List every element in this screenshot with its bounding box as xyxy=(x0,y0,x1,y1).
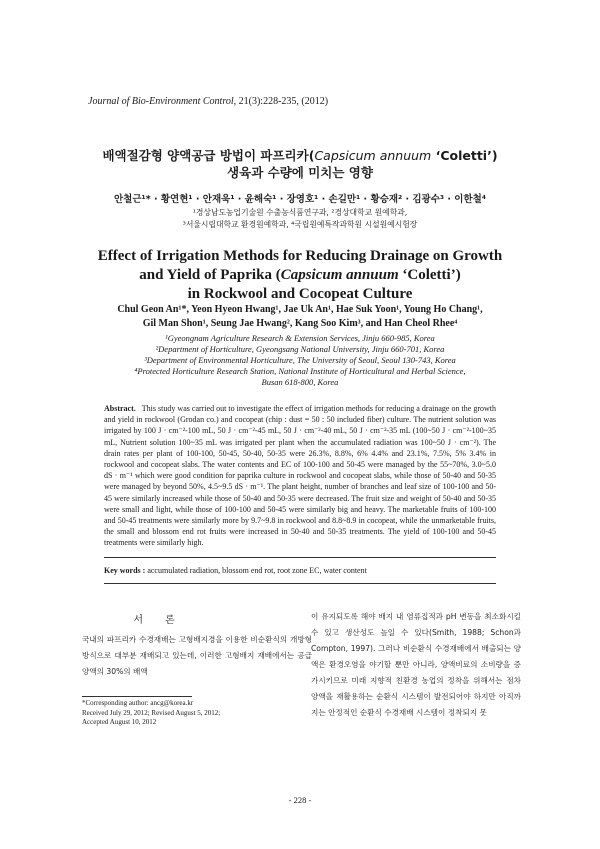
received-dates: Received July 29, 2012; Revised August 5, 2012; xyxy=(82,708,221,717)
keywords xyxy=(104,565,496,576)
english-title-line-1: Effect of Irrigation Methods for Reducing Drainage on Growth xyxy=(97,248,503,264)
english-affiliation-4-city: Busan 618-800, Korea xyxy=(261,377,339,387)
keywords-text: accumulated radiation, blossom end rot, root zone EC, water content xyxy=(145,566,367,575)
body-left-column: 국내의 파프리카 수경재배는 고형배지경을 이용한 비순환식의 개방형 방식으로 대부분 재배되고 있는데, 이러한 고형배지 재배에서는 공급 양액의 30%의 배액 xyxy=(82,635,312,676)
section-title: 서론 xyxy=(133,615,197,626)
english-authors-line-1: Chul Geon An¹*, Yeon Hyeon Hwang¹, Jae Uk An¹, Hae Suk Yoon¹, Young Ho Chang¹, xyxy=(117,304,483,315)
korean-title-line-2: 생육과 수량에 미치는 영향 xyxy=(227,165,373,180)
corresponding-author: *Corresponding author: ancg@korea.kr xyxy=(82,699,194,707)
journal-name: Journal of Bio-Environment Control, xyxy=(88,96,237,107)
english-affiliation-3: ³Department of Environmental Horticulture, The University of Seoul, Seoul 130-743, Korea xyxy=(144,355,456,365)
english-affiliation-1: ¹Gyeongnam Agriculture Research & Extension Services, Jinju 660-985, Korea xyxy=(165,333,435,343)
korean-affiliation-line-2: ³서울시립대학교 환경원예학과, ⁴국립원예특작과학원 시설원예시험장 xyxy=(182,220,418,229)
abstract xyxy=(104,403,496,549)
keywords-bottom-rule xyxy=(104,583,496,584)
korean-affiliation-line-1: ¹경상남도농업기술원 수출농식품연구과, ²경상대학교 원예학과, xyxy=(192,208,408,217)
page-number: - 228 - xyxy=(288,795,312,805)
body-right-column: 이 유지되도록 해야 배지 내 염류집적과 pH 변동을 최소화시킬 수 있고 생산성도 높일 수 있다(Smith, 1988; Schon과 Compton, 1997). 그러나 비순환식 수경재배에서 배출되는 양액은 환경오염을 야기할 뿐만 아니라, 양액비료의 소비량을 증가시키므로 미래 지향적 친환경 농업의 정착을 위해서는 점차 양액을 재활용하는 순환식 시스템이 발전되어야 하지만 아직까지는 안정적인 순환식 수경재배 시스템이 정착되지 못 xyxy=(311,612,521,717)
footnote-rule xyxy=(82,696,192,697)
keywords-top-rule xyxy=(104,557,496,558)
abstract-text: This study was carried out to investigate the effect of irrigation methods for reducing a drainage on the growth and yield in rockwool (Grodan co.) and cocopeat (chip : dust = 50 : 50 included fiber) culture. The nutrient solution was irrigated by 100 J · cm⁻²-100 mL, 50 J · cm⁻²-45 mL, 50 J · cm⁻²-40 mL, 50 J · cm⁻²-35 mL (100~50 J · cm⁻²-100~35 mL, Nutrient solution 100~35 mL was irrigated per plant when the accumulated radiation was 100~50 J · cm⁻²). The drain rates per plant of 100-100, 50-45, 50-40, 50-35 were 26.3%, 8.8%, 6% 4.4% and 23.1%, 7.5%, 5% 3.4% in rockwool and cocopeat slabs. The water contents and EC of 100-100 and 50-45 were managed by the 55~70%, 3.0~5.0 dS · m⁻¹ which were good condition for paprika culture in rockwool and cocopeat slabs, while those of 50-40 and 50-35 were managed by beyond 50%, 4.5~9.5 dS · m⁻¹. The plant height, number of branches and leaf size of 100-100 and 50-45 were similarly increased while those of 50-40 and 50-35 were decreased. The fruit size and weight of 50-40 and 50-35 were small and light, while those of 100-100 and 50-45 were similarly big and heavy. The marketable fruits of 100-100 and 50-45 treatments were similarly more by 9.7~9.8 in rockwool and 8.8~8.9 in cocopeat, while the unmarketable fruits, the small and blossom end rot fruits were increased in 50-40 and 50-35 treatments. The yield of 100-100 and 50-45 treatments were similarly high. xyxy=(104,404,496,548)
english-affiliation-4: ⁴Protected Horticulture Research Station, National Institute of Horticultural and Herbal Science, xyxy=(134,366,466,376)
english-authors-line-2: Gil Man Shon¹, Seung Jae Hwang², Kang Soo Kim³, and Han Cheol Rhee⁴ xyxy=(142,318,458,329)
footnote xyxy=(82,699,282,728)
abstract-label: Abstract. xyxy=(104,404,136,413)
korean-authors: 안철근¹* · 황연현¹ · 안재욱¹ · 윤해숙¹ · 장영호¹ · 손길만¹ · 황승재² · 김광수³ · 이한철⁴ xyxy=(114,194,486,205)
english-affiliation-2: ²Department of Horticulture, Gyeongsang National University, Jinju 660-701, Korea xyxy=(155,344,445,354)
english-title-line-2: and Yield of Paprika (Capsicum annuum ‘Coletti’) xyxy=(139,267,461,283)
keywords-label: Key words : xyxy=(104,566,146,575)
accepted-date: Accepted August 10, 2012 xyxy=(82,718,157,726)
journal-citation xyxy=(88,96,328,107)
korean-title-line-1: 배액절감형 양액공급 방법이 파프리카(Capsicum annuum ‘Coletti’) xyxy=(102,148,498,163)
journal-volume-pages: 21(3):228-235, (2012) xyxy=(238,96,329,107)
english-title-line-3: in Rockwool and Cocopeat Culture xyxy=(187,286,413,302)
